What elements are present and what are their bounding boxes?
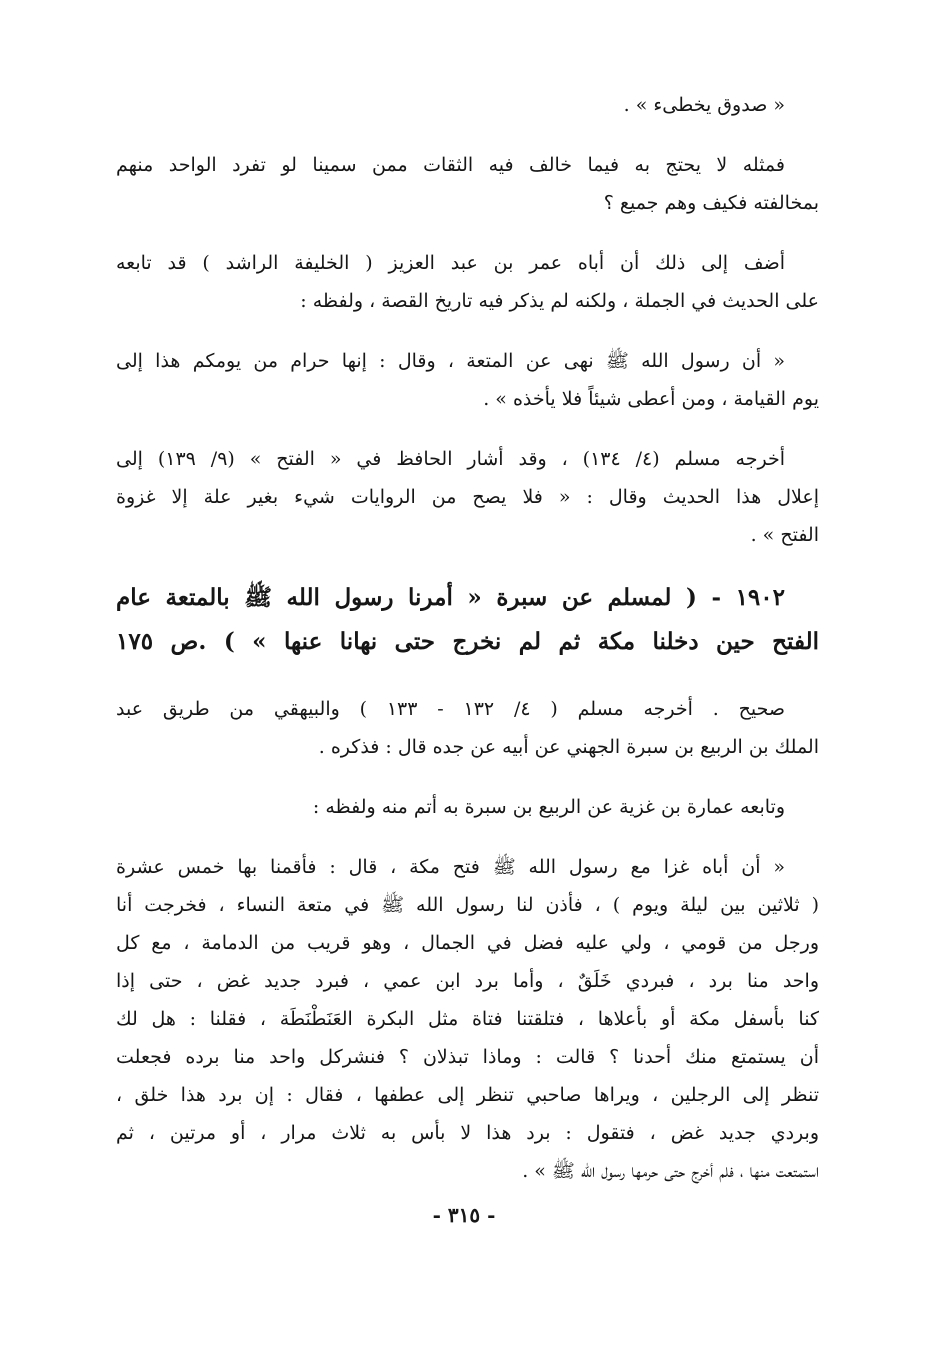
text-line: كنا بأسفل مكة أو بأعلاها ، فتلقتنا فتاة مثل البكرة العَنَطْنَطَة ، فقلنا : هل لك xyxy=(116,1008,819,1030)
text-line: إعلال هذا الحديث وقال : « فلا يصح من الروايات شيء بغير علة إلا غزوة xyxy=(116,486,819,508)
text-line: « أن أباه غزا مع رسول الله ﷺ فتح مكة ، قال : فأقمنا بها خمس عشرة xyxy=(116,856,785,878)
paragraph-8 xyxy=(116,848,819,1190)
text-line: الملك بن الربيع بن سبرة الجهني عن أبيه عن جده قال : فذكره . xyxy=(318,736,819,758)
text-line: فمثله لا يحتج به فيما خالف فيه الثقات ممن سمينا لو تفرد الواحد منهم xyxy=(116,154,785,176)
heading-line: الفتح حين دخلنا مكة ثم لم نخرج حتى نهانا عنها » ) .ص ١٧٥ xyxy=(116,628,819,655)
paragraph-4 xyxy=(116,342,819,418)
paragraph-1 xyxy=(116,86,819,124)
text-column xyxy=(116,86,819,1212)
paragraph-2 xyxy=(116,146,819,222)
text-line: على الحديث في الجملة ، ولكنه لم يذكر فيه تاريخ القصة ، ولفظه : xyxy=(300,290,819,312)
hadith-heading xyxy=(116,576,819,664)
paragraph-3 xyxy=(116,244,819,320)
paragraph-6 xyxy=(116,690,819,766)
text-line: « صدوق يخطىء » . xyxy=(623,94,785,116)
text-line: ورجل من قومي ، ولي عليه فضل في الجمال ، وهو قريب من الدمامة ، مع كل xyxy=(116,932,819,954)
text-line: أن يستمتع منك أحدنا ؟ قالت : وماذا تبذلان ؟ فنشركل واحد منا برده فجعلت xyxy=(116,1046,819,1068)
paragraph-7 xyxy=(116,788,819,826)
text-line: أضف إلى ذلك أن أباه عمر بن عبد العزيز ( الخليفة الراشد ) قد تابعه xyxy=(116,252,785,274)
text-line: الفتح » . xyxy=(750,524,819,546)
text-line: واحد منا برد ، فبردي خَلَقٌ ، وأما برد ابن عمي ، فبرد جديد غض ، حتى إذا xyxy=(116,970,819,992)
paragraph-5 xyxy=(116,440,819,554)
page-number: - ٣١٥ - xyxy=(432,1203,496,1227)
heading-line: ١٩٠٢ - ( لمسلم عن سبرة « أمرنا رسول الله ﷺ بالمتعة عام xyxy=(116,584,785,611)
text-line: بمخالفته فكيف وهم جميع ؟ xyxy=(603,192,819,214)
text-line: صحيح . أخرجه مسلم ( ٤/ ١٣٢ - ١٣٣ ) والبيهقي من طريق عبد xyxy=(116,698,786,720)
text-line: وتابعه عمارة بن غزية عن الربيع بن سبرة به أتم منه ولفظه : xyxy=(312,796,785,818)
text-line: أخرجه مسلم (٤/ ١٣٤) ، وقد أشار الحافظ في « الفتح » (٩/ ١٣٩) إلى xyxy=(116,448,785,470)
text-line: تنظر إلى الرجلين ، ويراها صاحبي تنظر إلى عطفها ، فقال : إن برد هذا خلق ، xyxy=(116,1084,819,1106)
text-line: يوم القيامة ، ومن أعطى شيئاً فلا يأخذه » . xyxy=(483,388,819,410)
text-line: « أن رسول الله ﷺ نهى عن المتعة ، وقال : إنها حرام من يومكم هذا إلى xyxy=(116,350,785,372)
text-line: استمتعت منها ، فلم أخرج حتى حرمها رسول الله ﷺ » . xyxy=(522,1160,819,1182)
text-line: ( ثلاثين بين ليلة ويوم ) ، فأذن لنا رسول الله ﷺ في متعة النساء ، فخرجت أنا xyxy=(116,894,819,916)
text-line: وبردي جديد غض ، فتقول : برد هذا لا بأس به ثلاث مرار ، أو مرتين ، ثم xyxy=(116,1122,819,1144)
